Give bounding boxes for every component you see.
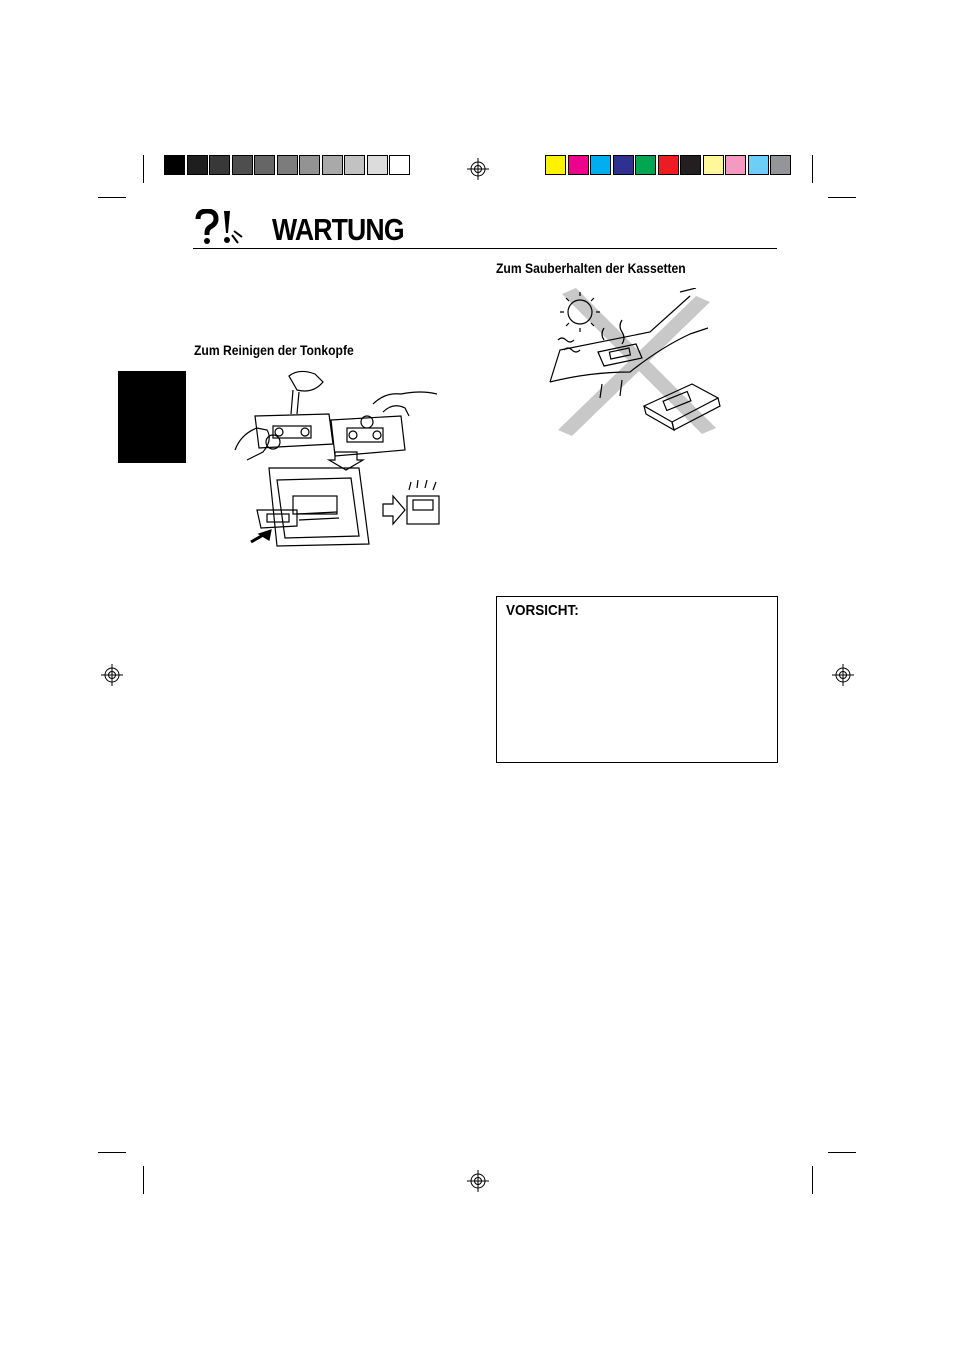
color-swatch: [299, 155, 320, 175]
color-swatch: [568, 155, 589, 175]
color-swatch: [232, 155, 253, 175]
color-swatch: [703, 155, 724, 175]
color-swatch: [658, 155, 679, 175]
registration-target-icon: [832, 664, 854, 686]
caution-title: VORSICHT:: [506, 602, 579, 619]
color-swatch: [187, 155, 208, 175]
crop-mark: [812, 155, 813, 183]
crop-mark: [828, 197, 856, 198]
color-calibration-bar: [545, 155, 793, 177]
color-swatch: [164, 155, 185, 175]
crop-mark: [828, 1152, 856, 1153]
section-heading-head-cleaning: Zum Reinigen der Tonkopfe: [194, 343, 354, 358]
color-swatch: [635, 155, 656, 175]
color-swatch: [590, 155, 611, 175]
crop-mark: [143, 155, 144, 183]
section-heading-cassette-care: Zum Sauberhalten der Kassetten: [496, 261, 686, 276]
language-tab: [118, 371, 186, 463]
color-swatch: [209, 155, 230, 175]
color-swatch: [367, 155, 388, 175]
crop-mark: [98, 1152, 126, 1153]
cassette-head-cleaning-illustration: [233, 364, 445, 550]
question-exclamation-icon: [194, 209, 246, 245]
color-swatch: [277, 155, 298, 175]
color-swatch: [254, 155, 275, 175]
page-title: WARTUNG: [272, 212, 404, 247]
crop-mark: [143, 1166, 144, 1194]
color-swatch: [680, 155, 701, 175]
color-swatch: [613, 155, 634, 175]
color-swatch: [344, 155, 365, 175]
title-rule: [193, 248, 777, 249]
color-swatch: [322, 155, 343, 175]
color-swatch: [770, 155, 791, 175]
crop-mark: [98, 197, 126, 198]
color-swatch: [545, 155, 566, 175]
crop-mark: [812, 1166, 813, 1194]
color-swatch: [748, 155, 769, 175]
cassette-sun-heat-warning-illustration: [540, 288, 730, 440]
color-swatch: [389, 155, 410, 175]
color-swatch: [725, 155, 746, 175]
registration-target-icon: [467, 1170, 489, 1192]
registration-target-icon: [467, 158, 489, 180]
caution-box: [496, 596, 778, 763]
registration-target-icon: [101, 664, 123, 686]
gray-calibration-bar: [164, 155, 412, 177]
